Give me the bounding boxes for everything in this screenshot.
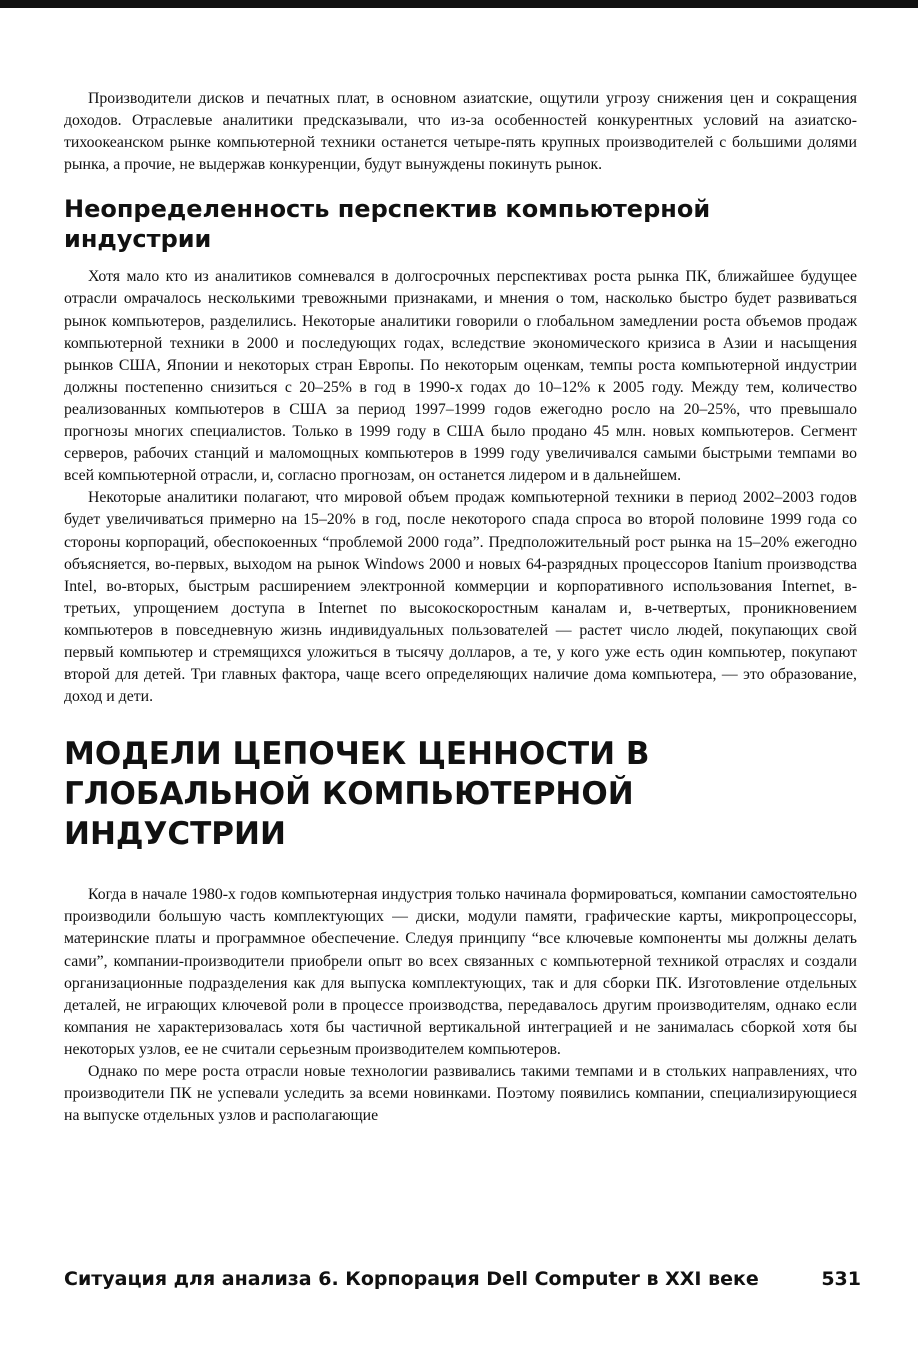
chapter-paragraph: Когда в начале 1980-х годов компьютерная индустрия только начинала формироваться, компании самостоятельно производили большую часть комплектующих — диски, модули памяти, графические карты, микропроцессоры, материнские платы и программное обеспечение. Следуя принципу “все ключевые компоненты мы должны делать сами”, компании-производители приобрели опыт во всех связанных с компьютерной техникой отраслях и создали организационные подразделения как для выпуска комплектующих, так и для сборки ПК. Изготовление отдельных деталей, не играющих ключевой роли в процессе производства, передавалось другим производителям, однако если компания не характеризовалась хотя бы частичной вертикальной интеграцией и не занималась сборкой хотя бы некоторых узлов, ее не считали серьезным производителем компьютеров. <box>64 886 857 1058</box>
page-number: 531 <box>821 1268 861 1290</box>
page-footer <box>64 1268 861 1290</box>
page-body <box>64 88 857 1127</box>
intro-paragraph: Производители дисков и печатных плат, в основном азиатские, ощутили угрозу снижения цен и сокращения доходов. Отраслевые аналитики предсказывали, что из-за особенностей конкурентных условий на азиатско-тихоокеанском рынке компьютерной техники останется четыре-пять крупных производителей с большими долями рынка, а прочие, не выдержав конкуренции, будут вынуждены покинуть рынок. <box>64 90 857 174</box>
top-rule <box>0 0 918 8</box>
section-paragraph: Некоторые аналитики полагают, что мировой объем продаж компьютерной техники в период 2002–2003 годов будет увеличиваться примерно на 15–20% в год, после некоторого спада спроса во второй половине 1999 года со стороны корпораций, обеспокоенных “проблемой 2000 года”. Предположительный рост рынка на 15–20% ежегодно объясняется, во-первых, выходом на рынок Windows 2000 и новых 64-разрядных процессоров Itanium производства Intel, во-вторых, быстрым расширением электронной коммерции и корпоративного использования Internet, в-третьих, упрощением доступа в Internet по высокоскоростным каналам и, в-четвертых, проникновением компьютеров в повседневную жизнь индивидуальных пользователей — растет число людей, покупающих свой первый компьютер и стремящихся уложиться в тысячу долларов, а те, у кого уже есть один компьютер, покупают второй для детей. Три главных фактора, чаще всего определяющих наличие дома компьютера, — это образование, доход и дети. <box>64 489 857 706</box>
section-paragraph: Хотя мало кто из аналитиков сомневался в долгосрочных перспективах роста рынка ПК, ближайшее будущее отрасли омрачалось несколькими тревожными признаками, и мнения о том, насколько быстро будет развиваться рынок компьютеров, разделились. Некоторые аналитики говорили о глобальном замедлении роста объемов продаж компьютерной техники в 2000 и последующих годах, вследствие экономического кризиса в Азии и насыщения рынков США, Японии и некоторых стран Европы. По некоторым оценкам, темпы роста компьютерной индустрии должны постепенно снизиться с 20–25% в год в 1990-х годах до 10–12% к 2005 году. Между тем, количество реализованных компьютеров в США за период 1997–1999 годов ежегодно росло на 20–25%, что превышало прогнозы многих специалистов. Только в 1999 году в США было продано 45 млн. новых компьютеров. Сегмент серверов, рабочих станций и маломощных компьютеров в 1999 году увеличивался самыми быстрыми темпами во всей компьютерной отрасли, и, согласно прогнозам, он останется лидером и в дальнейшем. <box>64 268 857 485</box>
chapter-paragraph: Однако по мере роста отрасли новые технологии развивались такими темпами и в стольких направлениях, что производители ПК не успевали уследить за всеми новинками. Поэтому появились компании, специализирующиеся на выпуске отдельных узлов и располагающие <box>64 1063 857 1125</box>
chapter-heading: МОДЕЛИ ЦЕПОЧЕК ЦЕННОСТИ В ГЛОБАЛЬНОЙ КОМПЬЮТЕРНОЙ ИНДУСТРИИ <box>64 736 650 853</box>
running-title: Ситуация для анализа 6. Корпорация Dell Computer в XXI веке <box>64 1268 759 1290</box>
section-heading: Неопределенность перспектив компьютерной индустрии <box>64 195 711 254</box>
